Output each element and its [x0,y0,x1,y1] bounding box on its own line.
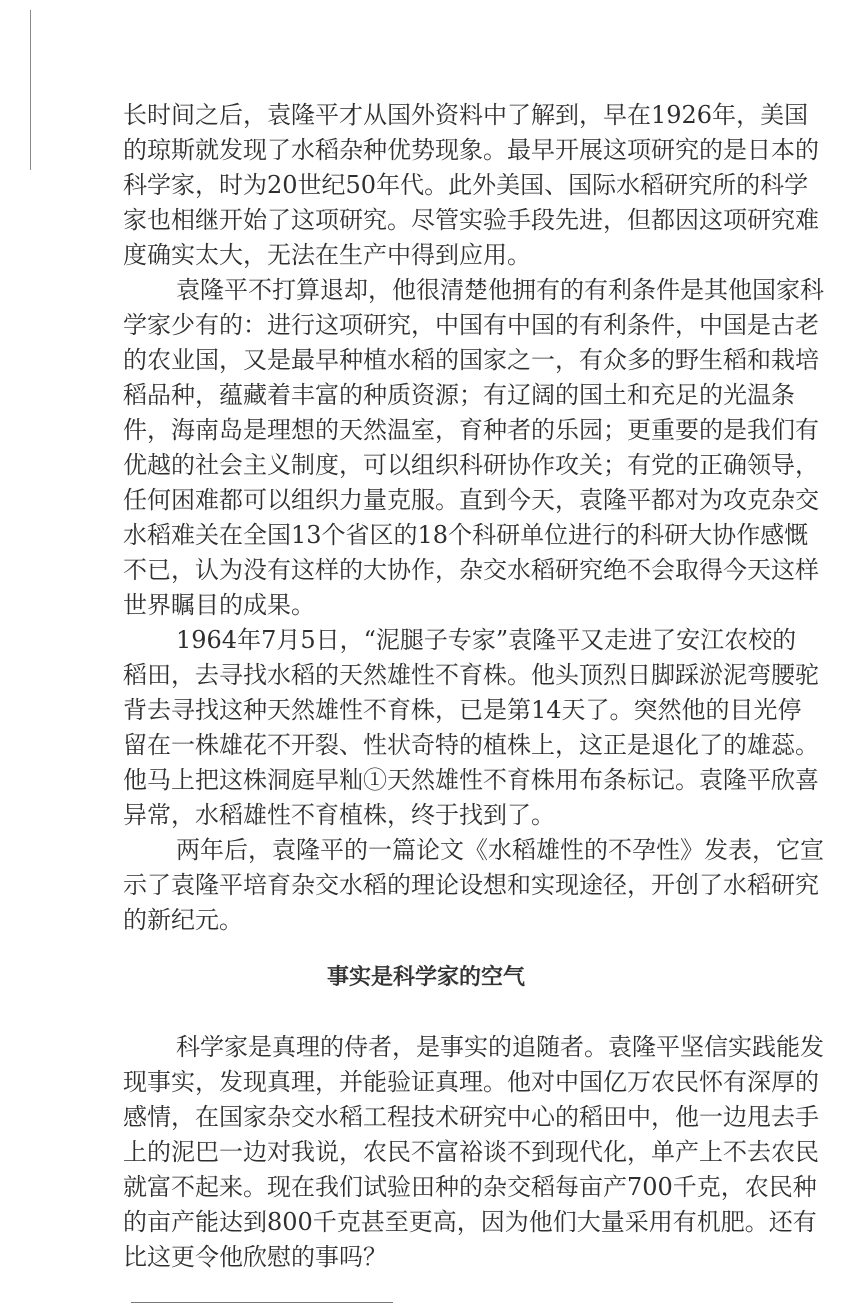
text-line: 1964年7月5日，“泥腿子专家”袁隆平又走进了安江农校的 [176,626,797,654]
text-line: 家也相继开始了这项研究。尽管实验手段先进，但都因这项研究难 [123,206,819,234]
paragraph [123,1030,824,1275]
page-margin-rule [30,10,31,170]
text-line: 就富不起来。现在我们试验田种的杂交稻每亩产700千克，农民种 [123,1173,817,1201]
paragraph [123,273,824,623]
text-line: 的亩产能达到800千克甚至更高，因为他们大量采用有机肥。还有 [123,1208,817,1236]
text-line: 两年后，袁隆平的一篇论文《水稻雄性的不孕性》发表，它宣 [176,836,824,864]
text-line: 的农业国，又是最早种植水稻的国家之一，有众多的野生稻和栽培 [123,346,819,374]
text-line: 水稻难关在全国13个省区的18个科研单位进行的科研大协作感慨 [123,521,809,549]
text-line: 比这更令他欣慰的事吗？ [123,1243,387,1271]
text-line: 优越的社会主义制度，可以组织科研协作攻关；有党的正确领导， [123,451,819,479]
text-line: 科学家是真理的侍者，是事实的追随者。袁隆平坚信实践能发 [176,1033,824,1061]
body-text-part-1 [123,98,824,938]
text-line: 上的泥巴一边对我说，农民不富裕谈不到现代化，单产上不去农民 [123,1138,819,1166]
text-line: 感情，在国家杂交水稻工程技术研究中心的稻田中，他一边甩去手 [123,1103,819,1131]
paragraph [123,98,819,273]
footnote-separator [131,1302,393,1303]
text-line: 不已，认为没有这样的大协作，杂交水稻研究绝不会取得今天这样 [123,556,819,584]
text-line: 件，海南岛是理想的天然温室，育种者的乐园；更重要的是我们有 [123,416,819,444]
text-line: 学家少有的：进行这项研究，中国有中国的有利条件，中国是古老 [123,311,819,339]
text-line: 袁隆平不打算退却，他很清楚他拥有的有利条件是其他国家科 [176,276,824,304]
text-line: 长时间之后，袁隆平才从国外资料中了解到，早在1926年，美国 [123,101,809,129]
text-line: 度确实太大，无法在生产中得到应用。 [123,241,531,269]
text-line: 的新纪元。 [123,906,243,934]
paragraph [123,623,819,833]
paragraph [123,833,824,938]
text-line: 现事实，发现真理，并能验证真理。他对中国亿万农民怀有深厚的 [123,1068,819,1096]
body-text-part-2 [123,1030,824,1275]
text-line: 稻品种，蕴藏着丰富的种质资源；有辽阔的国土和充足的光温条 [123,381,795,409]
text-line: 背去寻找这种天然雄性不育株，已是第14天了。突然他的目光停 [123,696,802,724]
text-line: 的琼斯就发现了水稻杂种优势现象。最早开展这项研究的是日本的 [123,136,819,164]
section-heading: 事实是科学家的空气 [326,965,525,990]
text-line: 异常，水稻雄性不育植株，终于找到了。 [123,801,555,829]
text-line: 科学家，时为20世纪50年代。此外美国、国际水稻研究所的科学 [123,171,809,199]
text-line: 留在一株雄花不开裂、性状奇特的植株上，这正是退化了的雄蕊。 [123,731,819,759]
text-line: 稻田，去寻找水稻的天然雄性不育株。他头顶烈日脚踩淤泥弯腰驼 [123,661,819,689]
text-line: 任何困难都可以组织力量克服。直到今天，袁隆平都对为攻克杂交 [123,486,819,514]
text-line: 他马上把这株洞庭早籼①天然雄性不育株用布条标记。袁隆平欣喜 [123,766,819,794]
text-line: 示了袁隆平培育杂交水稻的理论设想和实现途径，开创了水稻研究 [123,871,819,899]
text-line: 世界瞩目的成果。 [123,591,315,619]
